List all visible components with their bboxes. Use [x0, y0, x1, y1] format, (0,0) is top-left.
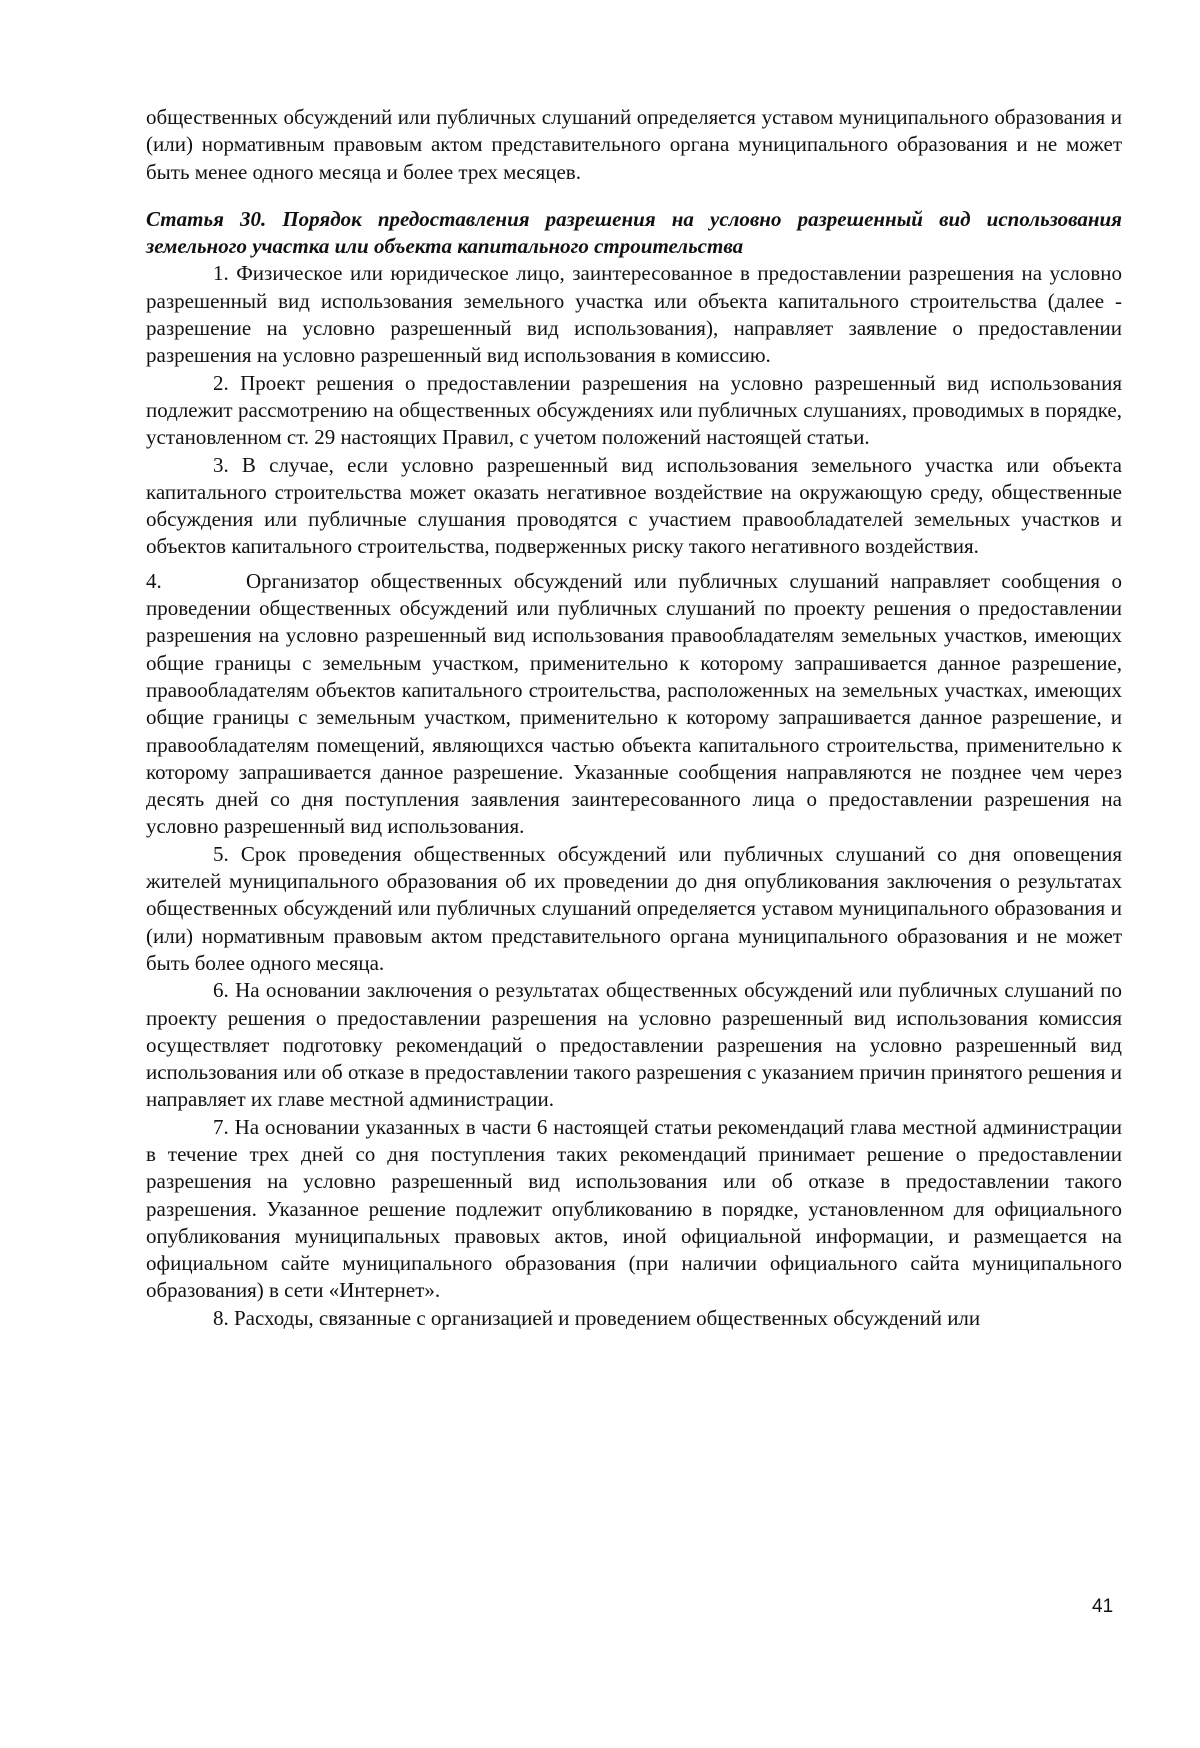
paragraph-4	[146, 568, 1122, 841]
paragraph-1: 1. Физическое или юридическое лицо, заинтересованное в предоставлении разрешения на условно разрешенный вид использования земельного участка или объекта капитального строительства (далее - разрешение на условно разрешенный вид использования), направляет заявление о предоставлении разрешения на условно разрешенный вид использования в комиссию.	[146, 261, 1122, 368]
paragraph-4-number: 4.	[146, 568, 162, 593]
article-heading: Статья 30. Порядок предоставления разрешения на условно разрешенный вид использования земельного участка или объекта капитального строительства	[146, 206, 1122, 259]
document-page	[146, 104, 1122, 1332]
paragraph-5: 5. Срок проведения общественных обсуждений или публичных слушаний со дня оповещения жителей муниципального образования об их проведении до дня опубликования заключения о результатах общественных обсуждений или публичных слушаний определяется уставом муниципального образования и (или) нормативным правовым актом представительного органа муниципального образования и не может быть более одного месяца.	[146, 841, 1122, 975]
paragraph-6: 6. На основании заключения о результатах общественных обсуждений или публичных слушаний по проекту решения о предоставлении разрешения на условно разрешенный вид использования комиссия осуществляет подготовку рекомендаций о предоставлении разрешения на условно разрешенный вид использования или об отказе в предоставлении такого разрешения с указанием причин принятого решения и направляет их главе местной администрации.	[146, 978, 1122, 1112]
page-number: 41	[1092, 1596, 1114, 1617]
paragraph-3: 3. В случае, если условно разрешенный вид использования земельного участка или объекта капитального строительства может оказать негативное воздействие на окружающую среду, общественные обсуждения или публичные слушания проводятся с участием правообладателей земельных участков и объектов капитального строительства, подверженных риску такого негативного воздействия.	[146, 452, 1122, 559]
paragraph-2: 2. Проект решения о предоставлении разрешения на условно разрешенный вид использования подлежит рассмотрению на общественных обсуждениях или публичных слушаниях, проводимых в порядке, установленном ст. 29 настоящих Правил, с учетом положений настоящей статьи.	[146, 370, 1122, 450]
paragraph-4-text: Организатор общественных обсуждений или публичных слушаний направляет сообщения о проведении общественных обсуждений или публичных слушаний по проекту решения о предоставлении разрешения на условно разрешенный вид использования правообладателям земельных участков, имеющих общие границы с земельным участком, применительно к которому запрашивается данное разрешение, правообладателям объектов капитального строительства, расположенных на земельных участках, имеющих общие границы с земельным участком, применительно к которому запрашивается данное разрешение, и правообладателям помещений, являющихся частью объекта капитального строительства, применительно к которому запрашивается данное разрешение. Указанные сообщения направляются не позднее чем через десять дней со дня поступления заявления заинтересованного лица о предоставлении разрешения на условно разрешенный вид использования.	[146, 568, 1122, 839]
paragraph-8: 8. Расходы, связанные с организацией и проведением общественных обсуждений или	[213, 1305, 981, 1330]
paragraph-7: 7. На основании указанных в части 6 настоящей статьи рекомендаций глава местной администрации в течение трех дней со дня поступления таких рекомендаций принимает решение о предоставлении разрешения на условно разрешенный вид использования или об отказе в предоставлении такого разрешения. Указанное решение подлежит опубликованию в порядке, установленном для официального опубликования муниципальных правовых актов, иной официальной информации, и размещается на официальном сайте муниципального образования (при наличии официального сайта муниципального образования) в сети «Интернет».	[146, 1114, 1122, 1303]
continuation-paragraph: общественных обсуждений или публичных слушаний определяется уставом муниципального образования и (или) нормативным правовым актом представительного органа муниципального образования и не может быть менее одного месяца и более трех месяцев.	[146, 105, 1122, 184]
